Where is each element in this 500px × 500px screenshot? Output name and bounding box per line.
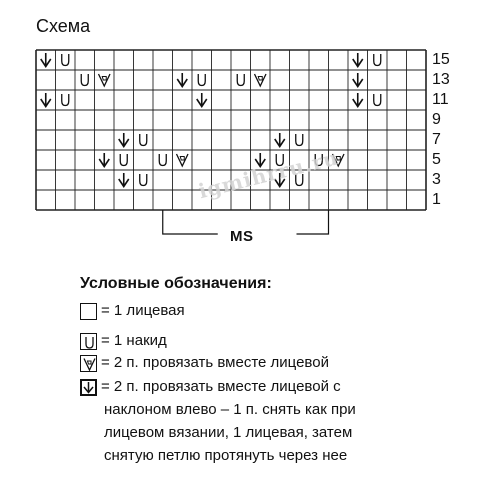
- ssk-decrease-icon: [177, 73, 187, 87]
- legend-item-knit: [80, 300, 185, 322]
- ssk-decrease-icon: [119, 173, 129, 187]
- yarn-over-icon: [159, 154, 166, 166]
- k2tog-decrease-icon: [99, 74, 111, 86]
- legend-heading: Условные обозначения:: [80, 275, 272, 292]
- yarn-over-icon: [237, 74, 244, 86]
- yarn-over-icon: [296, 134, 303, 146]
- row-number: 3: [432, 171, 441, 188]
- ssk-decrease-icon: [353, 73, 363, 87]
- legend-text: = 2 п. провязать вместе лицевой с: [101, 378, 341, 396]
- knit-symbol-icon: [80, 303, 97, 320]
- yarn-over-icon: [120, 154, 127, 166]
- yarn-over-icon: [374, 94, 381, 106]
- k2tog-decrease-icon: [255, 74, 267, 86]
- yarn-over-icon: [140, 134, 147, 146]
- legend-item-k2tog: [80, 352, 329, 374]
- yarn-over-icon: [374, 54, 381, 66]
- yarn-over-icon: [62, 54, 69, 66]
- row-number: 9: [432, 111, 441, 128]
- row-number: 1: [432, 191, 441, 208]
- legend-continuation: снятую петлю протянуть через нее: [104, 447, 348, 464]
- yarn-over-symbol-icon: [80, 333, 97, 350]
- legend-continuation: лицевом вязании, 1 лицевая, затем: [104, 424, 353, 441]
- yarn-over-icon: [198, 74, 205, 86]
- watermark: igmihrru.ru: [196, 145, 342, 204]
- ssk-symbol-icon: [80, 379, 97, 396]
- yarn-over-icon: [62, 94, 69, 106]
- repeat-label: MS: [230, 228, 254, 245]
- row-number: 5: [432, 151, 441, 168]
- k2tog-decrease-icon: [177, 154, 189, 166]
- ssk-decrease-icon: [197, 93, 207, 107]
- row-number: 13: [432, 71, 450, 88]
- ssk-decrease-icon: [353, 53, 363, 67]
- row-number: 11: [432, 91, 449, 108]
- legend-item-ssk: [80, 376, 341, 398]
- legend-item-yo: [80, 330, 167, 352]
- ssk-decrease-icon: [119, 133, 129, 147]
- ssk-decrease-icon: [275, 133, 285, 147]
- yarn-over-icon: [140, 174, 147, 186]
- legend-text: = 1 накид: [101, 332, 167, 350]
- ssk-decrease-icon: [353, 93, 363, 107]
- legend-text: = 2 п. провязать вместе лицевой: [101, 354, 329, 372]
- yarn-over-icon: [81, 74, 88, 86]
- k2tog-symbol-icon: [80, 355, 97, 372]
- row-number: 7: [432, 131, 441, 148]
- legend-text: = 1 лицевая: [101, 302, 185, 320]
- ssk-decrease-icon: [41, 93, 51, 107]
- row-number: 15: [432, 51, 450, 68]
- chart-title: Схема: [36, 16, 91, 36]
- ssk-decrease-icon: [99, 153, 109, 167]
- legend-continuation: наклоном влево – 1 п. снять как при: [104, 401, 356, 418]
- ssk-decrease-icon: [41, 53, 51, 67]
